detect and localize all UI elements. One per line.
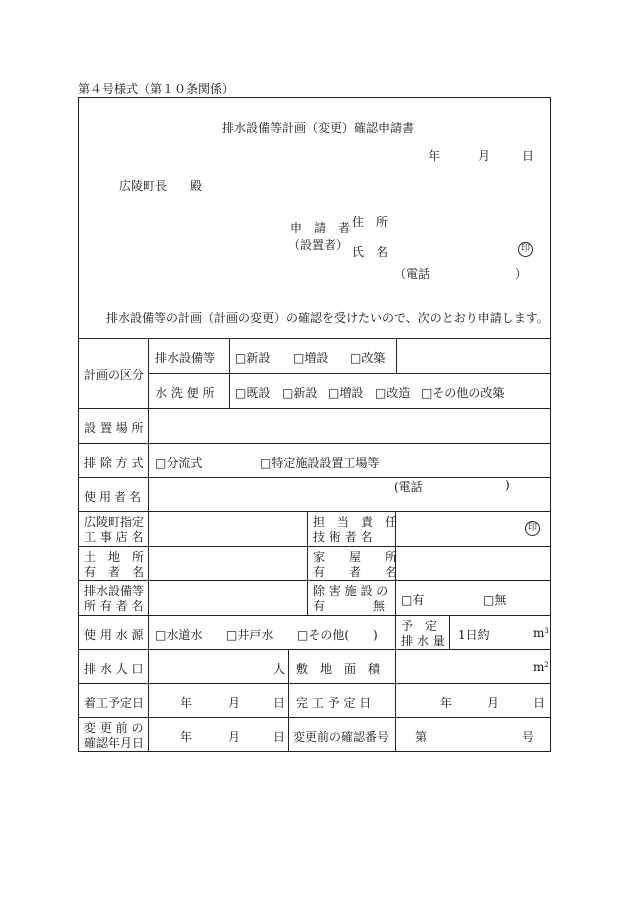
toilet-option-new[interactable]: □新設: [282, 386, 318, 400]
previous-number-dai: 第: [415, 730, 428, 744]
drainage-option-add[interactable]: □増設: [293, 351, 329, 365]
toilet-option-existing[interactable]: □既設: [235, 386, 271, 400]
toilet-option-add[interactable]: □増設: [328, 386, 364, 400]
facility-owner-label-2: 所 有 者 名: [84, 599, 144, 613]
previous-year: 年: [180, 730, 193, 744]
land-owner-label-1: 土 地 所: [84, 550, 145, 564]
site-area-unit: $m^2$: [533, 660, 549, 674]
house-owner-label-1: 家 屋 所: [313, 550, 398, 564]
statement: 排水設備等の計画（計画の変更）の確認を受けたいので、次のとおり申請します。: [106, 311, 549, 325]
start-date-label: 着工予定日: [84, 696, 145, 710]
water-source-well[interactable]: □井戸水: [226, 628, 274, 642]
population-unit: 人: [273, 662, 286, 676]
start-day: 日: [273, 696, 286, 710]
addressee-honorific: 殿: [190, 179, 203, 193]
rule: [148, 373, 551, 374]
previous-date-label-2: 確認年月日: [84, 736, 145, 750]
name-label: 氏 名: [352, 245, 389, 259]
address-label: 住 所: [352, 215, 389, 229]
planned-discharge-label-1: 予 定: [401, 619, 438, 633]
previous-number-label: 変更前の確認番号: [293, 730, 390, 744]
location-label: 設 置 場 所: [84, 421, 144, 435]
discharge-unit: $m^3$: [533, 626, 549, 640]
previous-month: 月: [228, 730, 241, 744]
applicant-seal-icon: 印: [518, 242, 533, 257]
daily-label: 1日約: [458, 628, 490, 642]
toilet-option-remodel[interactable]: □改造: [375, 386, 411, 400]
rule: [229, 338, 230, 408]
engineer-seal-icon: 印: [525, 521, 540, 536]
population-label: 排 水 人 口: [84, 662, 144, 676]
previous-day: 日: [273, 730, 286, 744]
completion-date-label: 完 工 予 定 日: [296, 696, 372, 710]
engineer-label-2: 技 術 者 名: [313, 530, 373, 544]
user-label: 使用者名: [84, 490, 145, 504]
rule: [288, 649, 289, 752]
plan-category-label: 計画の区分: [84, 368, 145, 382]
applicant-sublabel: （設置者）: [288, 238, 349, 252]
contractor-label-1: 広陵町指定: [84, 515, 145, 529]
rule: [449, 615, 450, 649]
applicant-phone-close: ）: [515, 267, 528, 281]
applicant-phone-open: （電話: [394, 267, 431, 281]
rule: [395, 511, 396, 649]
user-phone-close: ): [505, 478, 510, 492]
form-number: 第４号様式（第１０条関係）: [78, 82, 235, 96]
harm-facility-no[interactable]: □無: [483, 593, 507, 607]
previous-number-go: 号: [522, 730, 535, 744]
date-month: 月: [478, 149, 491, 163]
completion-month: 月: [487, 696, 500, 710]
toilet-label: 水 洗 便 所: [155, 386, 215, 400]
removal-option-factory[interactable]: □特定施設設置工場等: [260, 456, 380, 470]
date-year: 年: [428, 149, 441, 163]
water-source-other[interactable]: □その他( ): [297, 628, 378, 642]
site-area-label: 敷 地 面 積: [296, 662, 381, 676]
engineer-label-1: 担 当 責 任: [313, 515, 398, 529]
completion-year: 年: [440, 696, 453, 710]
previous-date-label-1: 変 更 前 の: [84, 721, 144, 735]
land-owner-label-2: 有 者 名: [84, 565, 145, 579]
drainage-label: 排水設備等: [155, 351, 216, 365]
water-source-label: 使 用 水 源: [84, 628, 144, 642]
form-title: 排水設備等計画（変更）確認申請書: [222, 121, 415, 135]
addressee-name: 広陵町長: [119, 179, 168, 193]
start-month: 月: [228, 696, 241, 710]
planned-discharge-label-2: 排 水 量: [401, 634, 445, 648]
rule: [148, 338, 149, 752]
removal-option-separate[interactable]: □分流式: [155, 456, 203, 470]
harm-facility-yes[interactable]: □有: [401, 593, 425, 607]
start-year: 年: [180, 696, 193, 710]
completion-day: 日: [533, 696, 546, 710]
water-source-tap[interactable]: □水道水: [155, 628, 203, 642]
rule: [395, 649, 396, 752]
rule: [307, 511, 308, 615]
house-owner-label-2: 有 者 名: [313, 565, 398, 579]
applicant-label: 申 請 者: [290, 221, 351, 235]
drainage-option-new[interactable]: □新設: [235, 351, 271, 365]
toilet-option-other[interactable]: □その他の改築: [421, 386, 505, 400]
drainage-option-rebuild[interactable]: □改築: [350, 351, 386, 365]
contractor-label-2: 工 事 店 名: [84, 530, 144, 544]
date-day: 日: [522, 149, 535, 163]
harm-facility-label-2: 有 無: [313, 599, 386, 613]
removal-label: 排 除 方 式: [84, 456, 144, 470]
facility-owner-label-1: 排水設備等: [84, 584, 145, 598]
user-phone-open: (電話: [394, 480, 423, 494]
harm-facility-label-1: 除 害 施 設 の: [313, 584, 389, 598]
rule: [396, 338, 397, 373]
